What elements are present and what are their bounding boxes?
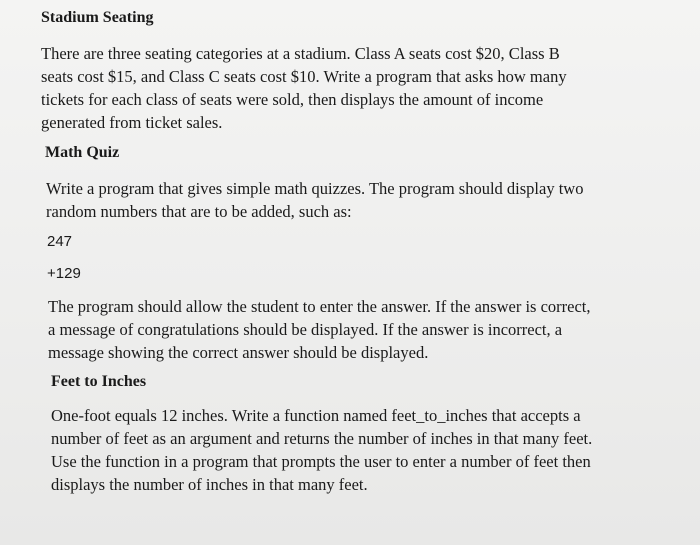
text-line: There are three seating categories at a stadium. Class A seats cost $20, Class B — [41, 44, 560, 63]
text-line: number of feet as an argument and returns the number of inches in that many feet. — [51, 429, 593, 448]
example-number-1: 247 — [47, 233, 73, 250]
text-line: message showing the correct answer should be displayed. — [48, 343, 429, 362]
paragraph-math-quiz — [46, 177, 583, 223]
text-line: Use the function in a program that prompts the user to enter a number of feet then — [51, 452, 591, 471]
heading-feet-to-inches: Feet to Inches — [51, 373, 147, 390]
heading-math-quiz: Math Quiz — [45, 144, 120, 161]
text-line: seats cost $15, and Class C seats cost $10. Write a program that asks how many — [41, 67, 567, 86]
text-line: displays the number of inches in that many feet. — [51, 475, 368, 494]
paragraph-feet-to-inches — [51, 404, 592, 496]
text-line: tickets for each class of seats were sold, then displays the amount of income — [41, 90, 544, 109]
paragraph-math-quiz-answer — [48, 295, 591, 364]
text-line: Write a program that gives simple math quizzes. The program should display two — [46, 179, 584, 198]
heading-stadium-seating: Stadium Seating — [41, 9, 154, 26]
text-line: random numbers that are to be added, such as: — [46, 202, 352, 221]
text-line: a message of congratulations should be displayed. If the answer is incorrect, a — [48, 320, 563, 339]
text-line: generated from ticket sales. — [41, 113, 223, 132]
paragraph-stadium-seating — [41, 42, 567, 134]
example-number-2: +129 — [47, 265, 81, 282]
text-line: The program should allow the student to enter the answer. If the answer is correct, — [48, 297, 591, 316]
text-line: One-foot equals 12 inches. Write a function named feet_to_inches that accepts a — [51, 406, 581, 425]
